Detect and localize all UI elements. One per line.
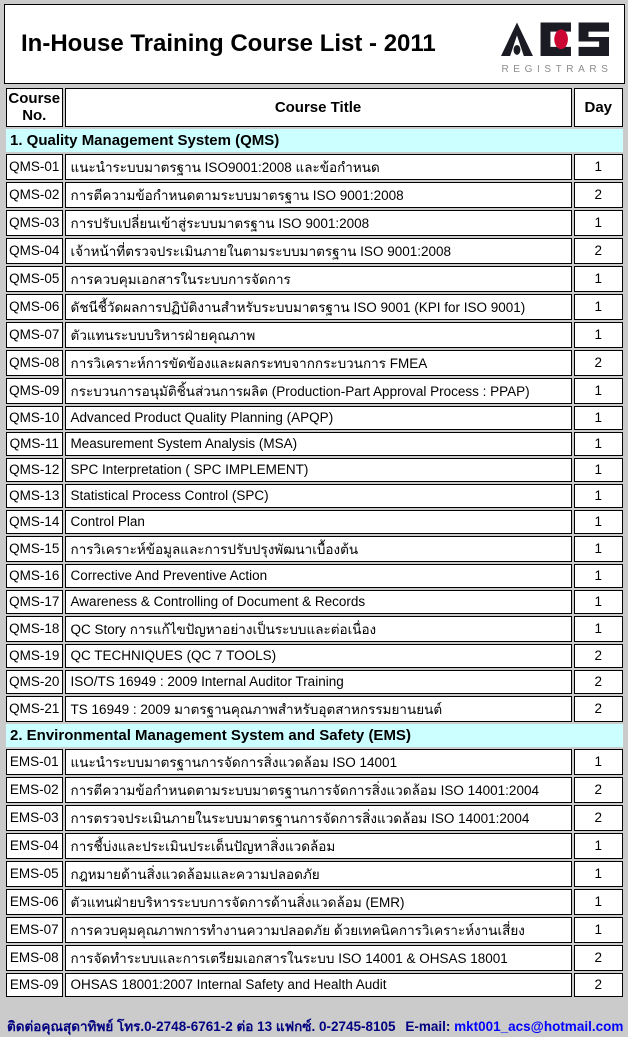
course-no-cell: QMS-13 <box>6 484 63 508</box>
course-no-cell: QMS-17 <box>6 590 63 614</box>
course-no-cell: EMS-02 <box>6 777 63 803</box>
course-day-cell: 1 <box>574 406 624 430</box>
header-course-no: Course No. <box>6 88 63 127</box>
course-day-cell: 1 <box>574 749 624 775</box>
course-row <box>6 616 623 642</box>
course-title-cell: ตัวแทนระบบบริหารฝ่ายคุณภาพ <box>65 322 572 348</box>
course-row <box>6 644 623 668</box>
course-row <box>6 182 623 208</box>
course-table-header-row <box>6 88 623 127</box>
course-day-cell: 2 <box>574 350 624 376</box>
page-title: In-House Training Course List - 2011 <box>21 30 436 57</box>
course-day-cell: 2 <box>574 182 624 208</box>
course-no-cell: QMS-07 <box>6 322 63 348</box>
course-title-cell: Statistical Process Control (SPC) <box>65 484 572 508</box>
course-title-cell: การปรับเปลี่ยนเข้าสู่ระบบมาตรฐาน ISO 9001:2008 <box>65 210 572 236</box>
course-no-cell: QMS-01 <box>6 154 63 180</box>
course-row <box>6 350 623 376</box>
course-row <box>6 805 623 831</box>
course-no-cell: EMS-01 <box>6 749 63 775</box>
course-no-cell: QMS-03 <box>6 210 63 236</box>
course-no-cell: QMS-14 <box>6 510 63 534</box>
course-day-cell: 1 <box>574 458 624 482</box>
course-no-cell: EMS-08 <box>6 945 63 971</box>
section-row <box>6 724 623 747</box>
email-label: E-mail: <box>405 1018 451 1034</box>
acs-logo-icon <box>501 17 609 63</box>
course-day-cell: 2 <box>574 777 624 803</box>
course-day-cell: 1 <box>574 432 624 456</box>
course-day-cell: 1 <box>574 266 624 292</box>
course-day-cell: 1 <box>574 322 624 348</box>
course-table-body <box>6 129 623 997</box>
course-no-cell: QMS-11 <box>6 432 63 456</box>
course-title-cell: การควบคุมคุณภาพการทำงานความปลอดภัย ด้วยเทคนิคการวิเคราะห์งานเสี่ยง <box>65 917 572 943</box>
acs-logo-subtext: REGISTRARS <box>501 64 613 75</box>
course-no-cell: QMS-20 <box>6 670 63 694</box>
course-day-cell: 2 <box>574 238 624 264</box>
course-no-cell: EMS-04 <box>6 833 63 859</box>
course-title-cell: แนะนำระบบมาตรฐานการจัดการสิ่งแวดล้อม ISO 14001 <box>65 749 572 775</box>
course-title-cell: การควบคุมเอกสารในระบบการจัดการ <box>65 266 572 292</box>
section-heading: 2. Environmental Management System and Safety (EMS) <box>6 724 623 747</box>
acs-logo <box>494 13 616 75</box>
course-title-cell: การจัดทำระบบและการเตรียมเอกสารในระบบ ISO 14001 & OHSAS 18001 <box>65 945 572 971</box>
course-day-cell: 1 <box>574 294 624 320</box>
course-row <box>6 406 623 430</box>
course-row <box>6 484 623 508</box>
course-no-cell: QMS-16 <box>6 564 63 588</box>
course-title-cell: Awareness & Controlling of Document & Records <box>65 590 572 614</box>
course-row <box>6 861 623 887</box>
course-title-cell: OHSAS 18001:2007 Internal Safety and Health Audit <box>65 973 572 997</box>
course-title-cell: การวิเคราะห์การขัดข้องและผลกระทบจากกระบวนการ FMEA <box>65 350 572 376</box>
course-no-cell: QMS-15 <box>6 536 63 562</box>
course-table <box>4 86 625 999</box>
course-row <box>6 294 623 320</box>
course-day-cell: 1 <box>574 536 624 562</box>
course-title-cell: Measurement System Analysis (MSA) <box>65 432 572 456</box>
section-heading: 1. Quality Management System (QMS) <box>6 129 623 152</box>
course-day-cell: 1 <box>574 564 624 588</box>
course-title-cell: QC Story การแก้ไขปัญหาอย่างเป็นระบบและต่อเนื่อง <box>65 616 572 642</box>
course-no-cell: EMS-07 <box>6 917 63 943</box>
course-day-cell: 2 <box>574 973 624 997</box>
course-no-cell: QMS-18 <box>6 616 63 642</box>
course-row <box>6 917 623 943</box>
course-title-cell: ดัชนีชี้วัดผลการปฏิบัติงานสำหรับระบบมาตรฐาน ISO 9001 (KPI for ISO 9001) <box>65 294 572 320</box>
course-table-head <box>6 88 623 127</box>
course-title-cell: SPC Interpretation ( SPC IMPLEMENT) <box>65 458 572 482</box>
course-title-cell: Corrective And Preventive Action <box>65 564 572 588</box>
course-no-cell: QMS-05 <box>6 266 63 292</box>
course-row <box>6 210 623 236</box>
course-title-cell: แนะนำระบบมาตรฐาน ISO9001:2008 และข้อกำหนด <box>65 154 572 180</box>
course-row <box>6 973 623 997</box>
course-row <box>6 238 623 264</box>
course-title-cell: การชี้บ่งและประเมินประเด็นปัญหาสิ่งแวดล้อม <box>65 833 572 859</box>
course-no-cell: QMS-02 <box>6 182 63 208</box>
course-day-cell: 1 <box>574 484 624 508</box>
course-row <box>6 670 623 694</box>
course-no-cell: QMS-10 <box>6 406 63 430</box>
course-row <box>6 510 623 534</box>
course-no-cell: QMS-21 <box>6 696 63 722</box>
course-title-cell: การตรวจประเมินภายในระบบมาตรฐานการจัดการสิ่งแวดล้อม ISO 14001:2004 <box>65 805 572 831</box>
course-no-cell: EMS-09 <box>6 973 63 997</box>
header-course-title: Course Title <box>65 88 572 127</box>
course-title-cell: การวิเคราะห์ข้อมูลและการปรับปรุงพัฒนาเบื้องต้น <box>65 536 572 562</box>
course-title-cell: ISO/TS 16949 : 2009 Internal Auditor Training <box>65 670 572 694</box>
course-title-cell: Control Plan <box>65 510 572 534</box>
footer <box>4 1015 625 1037</box>
course-title-cell: กฎหมายด้านสิ่งแวดล้อมและความปลอดภัย <box>65 861 572 887</box>
course-row <box>6 154 623 180</box>
course-row <box>6 833 623 859</box>
course-day-cell: 1 <box>574 616 624 642</box>
course-no-cell: QMS-06 <box>6 294 63 320</box>
contact-info: ติดต่อคุณสุดาทิพย์ โทร.0-2748-6761-2 ต่อ 13 แฟกซ์. 0-2745-8105 <box>7 1018 396 1034</box>
course-no-cell: EMS-05 <box>6 861 63 887</box>
header <box>4 4 625 84</box>
course-title-cell: Advanced Product Quality Planning (APQP) <box>65 406 572 430</box>
course-day-cell: 1 <box>574 917 624 943</box>
course-row <box>6 266 623 292</box>
course-row <box>6 322 623 348</box>
course-day-cell: 1 <box>574 889 624 915</box>
course-title-cell: QC TECHNIQUES (QC 7 TOOLS) <box>65 644 572 668</box>
course-day-cell: 1 <box>574 861 624 887</box>
course-title-cell: กระบวนการอนุมัติชิ้นส่วนการผลิต (Production-Part Approval Process : PPAP) <box>65 378 572 404</box>
course-title-cell: การตีความข้อกำหนดตามระบบมาตรฐาน ISO 9001:2008 <box>65 182 572 208</box>
course-day-cell: 1 <box>574 378 624 404</box>
course-title-cell: การตีความข้อกำหนดตามระบบมาตรฐานการจัดการสิ่งแวดล้อม ISO 14001:2004 <box>65 777 572 803</box>
section-row <box>6 129 623 152</box>
course-day-cell: 1 <box>574 833 624 859</box>
course-day-cell: 1 <box>574 590 624 614</box>
course-no-cell: EMS-03 <box>6 805 63 831</box>
course-row <box>6 777 623 803</box>
course-no-cell: QMS-09 <box>6 378 63 404</box>
course-row <box>6 432 623 456</box>
course-row <box>6 564 623 588</box>
course-day-cell: 1 <box>574 154 624 180</box>
header-day: Day <box>574 88 624 127</box>
course-row <box>6 458 623 482</box>
course-no-cell: EMS-06 <box>6 889 63 915</box>
course-row <box>6 536 623 562</box>
course-no-cell: QMS-19 <box>6 644 63 668</box>
course-row <box>6 749 623 775</box>
course-no-cell: QMS-12 <box>6 458 63 482</box>
course-row <box>6 378 623 404</box>
course-no-cell: QMS-04 <box>6 238 63 264</box>
course-day-cell: 2 <box>574 945 624 971</box>
course-title-cell: เจ้าหน้าที่ตรวจประเมินภายในตามระบบมาตรฐาน ISO 9001:2008 <box>65 238 572 264</box>
course-title-cell: ตัวแทนฝ่ายบริหารระบบการจัดการด้านสิ่งแวดล้อม (EMR) <box>65 889 572 915</box>
course-day-cell: 1 <box>574 210 624 236</box>
course-row <box>6 590 623 614</box>
course-row <box>6 889 623 915</box>
email-link[interactable]: mkt001_acs@hotmail.com <box>454 1018 624 1034</box>
course-day-cell: 1 <box>574 510 624 534</box>
course-day-cell: 2 <box>574 696 624 722</box>
course-row <box>6 945 623 971</box>
course-day-cell: 2 <box>574 644 624 668</box>
course-title-cell: TS 16949 : 2009 มาตรฐานคุณภาพสำหรับอุตสาหกรรมยานยนต์ <box>65 696 572 722</box>
course-day-cell: 2 <box>574 805 624 831</box>
course-no-cell: QMS-08 <box>6 350 63 376</box>
course-day-cell: 2 <box>574 670 624 694</box>
course-row <box>6 696 623 722</box>
